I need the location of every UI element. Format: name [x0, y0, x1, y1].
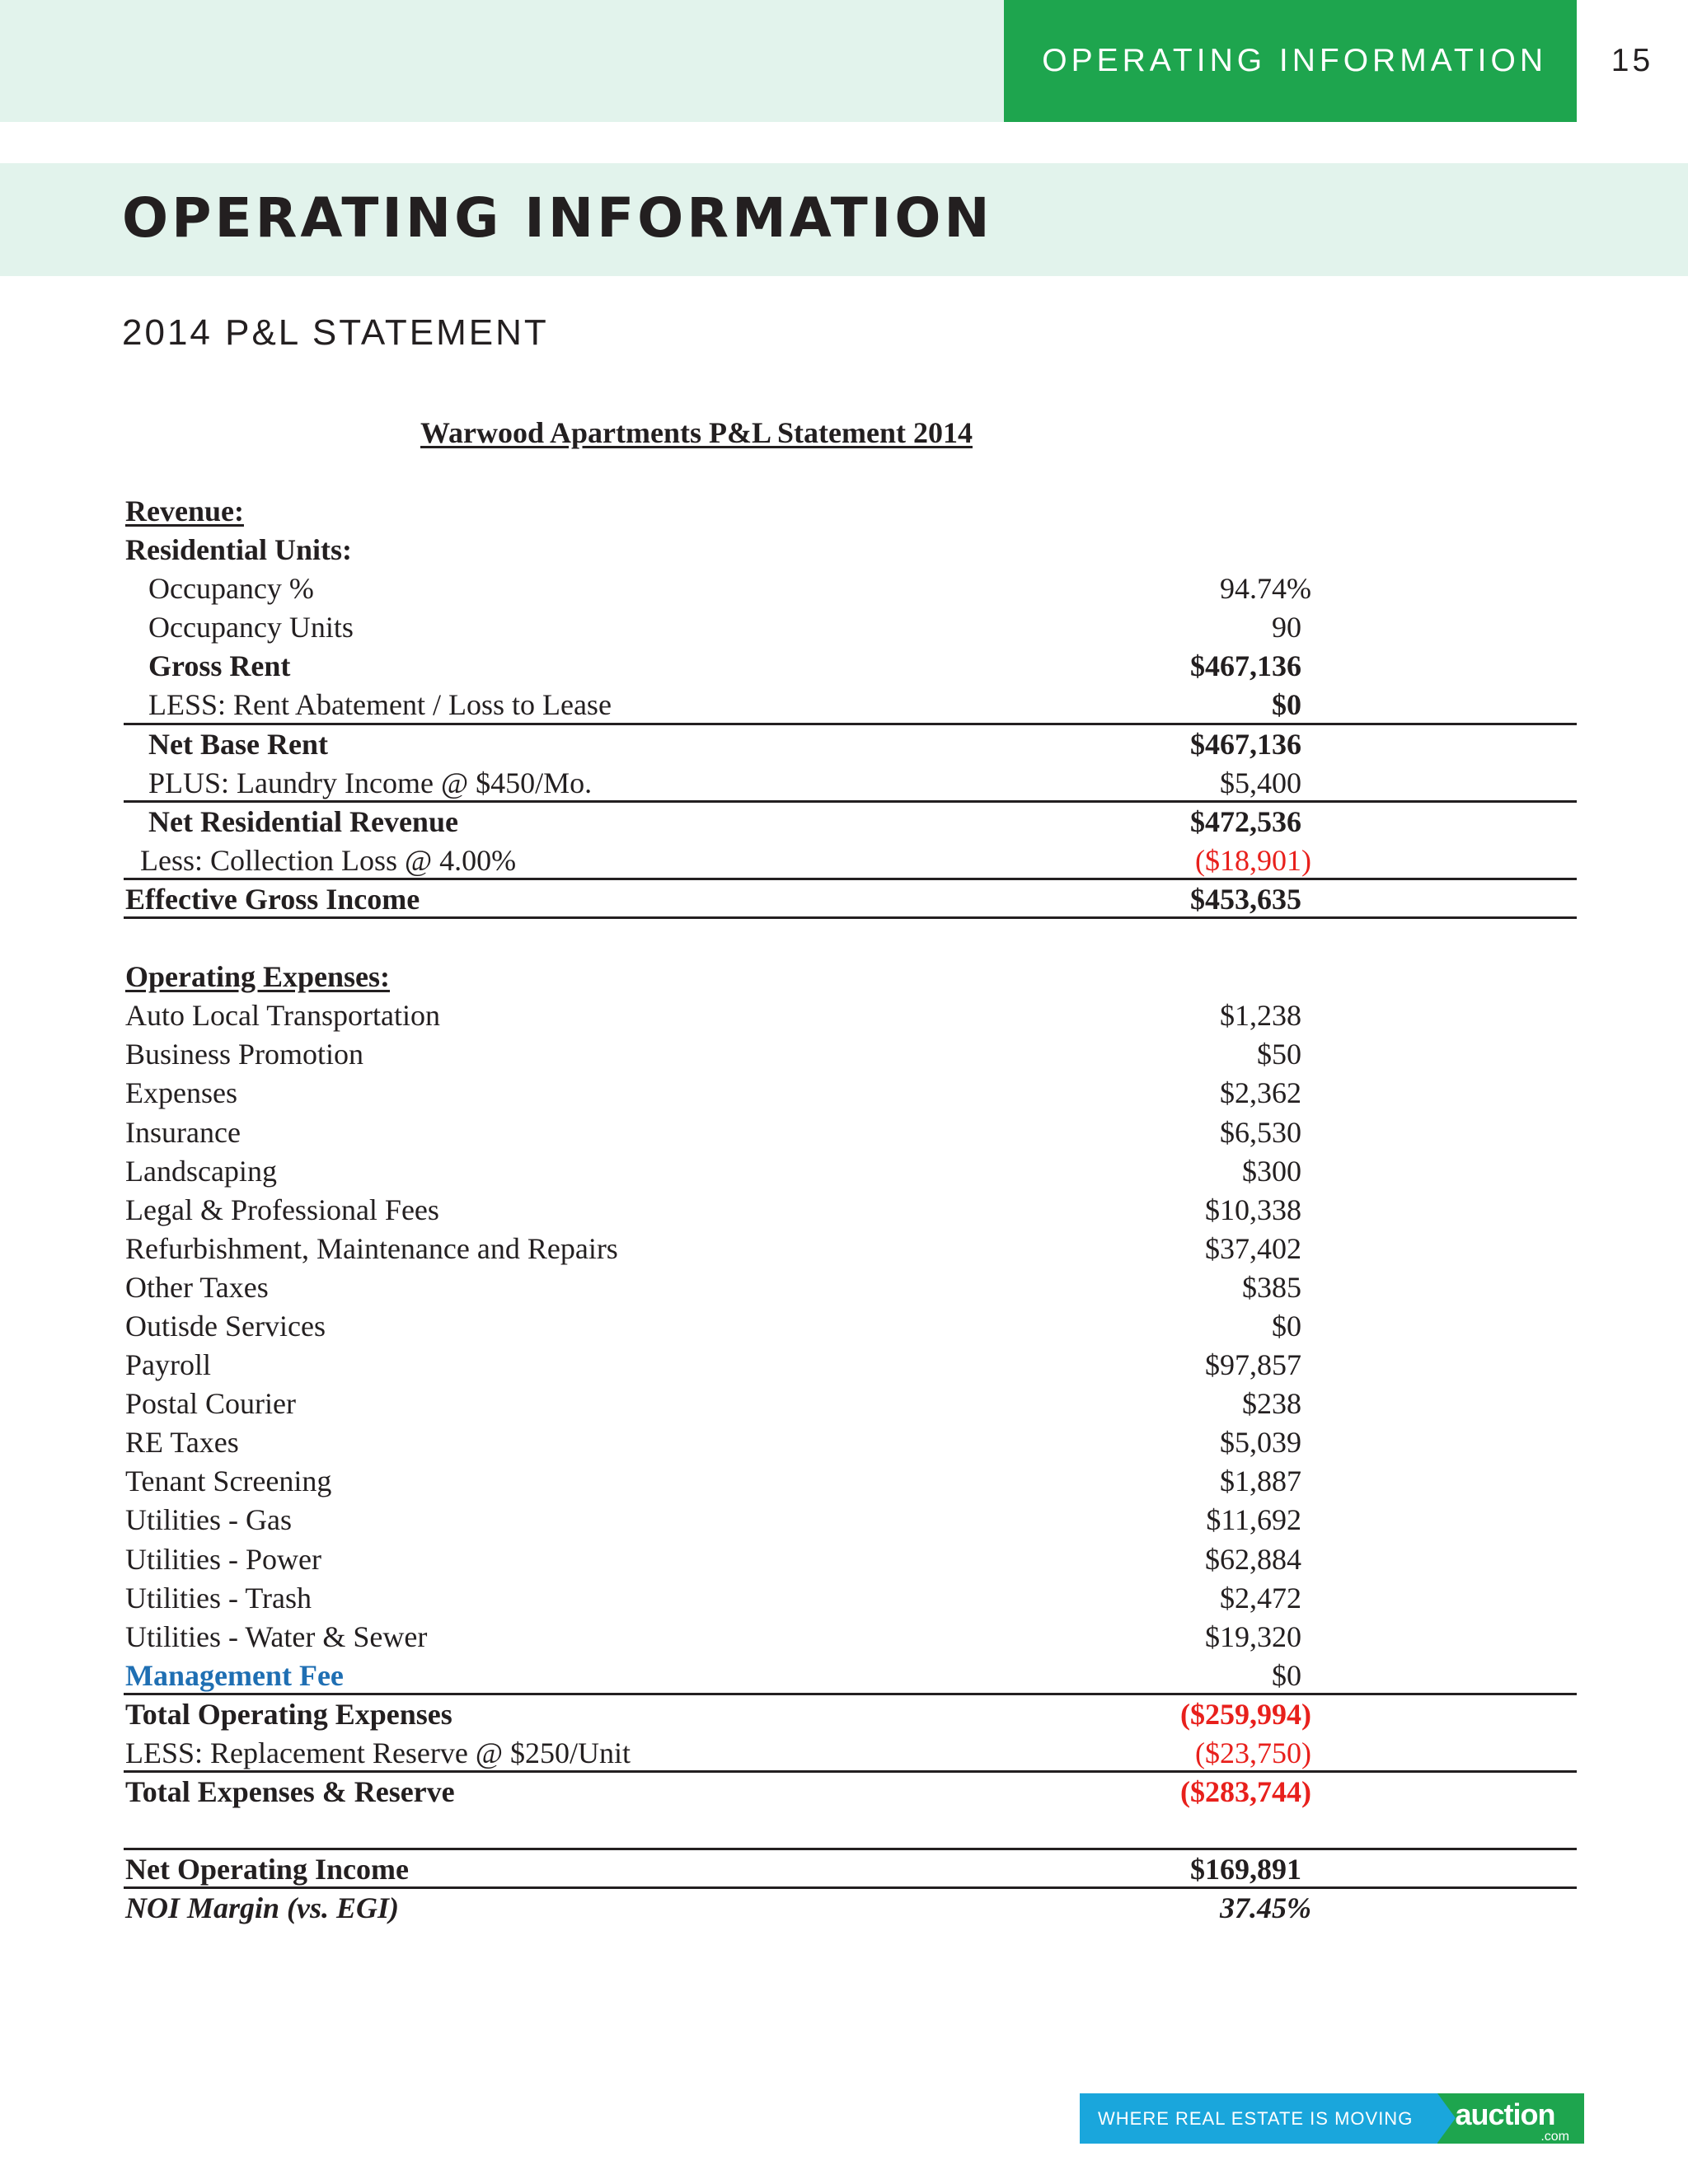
auction-logo — [1437, 2093, 1584, 2144]
row-label: Net Operating Income — [125, 1853, 409, 1886]
row-label: Revenue: — [125, 494, 244, 527]
footer-tagline-box — [1080, 2093, 1437, 2144]
row-label: Management Fee — [125, 1658, 344, 1692]
total-expenses-reserve-row — [124, 1773, 1577, 1811]
expense-row — [124, 1385, 1577, 1423]
row-value: $5,400 — [1220, 766, 1301, 799]
row-label: RE Taxes — [125, 1426, 239, 1460]
statement-title: Warwood Apartments P&L Statement 2014 — [420, 416, 973, 449]
collection-loss-row — [124, 841, 1577, 880]
row-value: $11,692 — [1206, 1503, 1301, 1537]
row-label: LESS: Rent Abatement / Loss to Lease — [148, 688, 612, 722]
spacer — [124, 1811, 1577, 1850]
expense-row — [124, 1230, 1577, 1268]
row-value: $467,136 — [1190, 727, 1301, 761]
row-value: $300 — [1242, 1154, 1301, 1188]
row-value: $0 — [1272, 1309, 1301, 1343]
total-operating-expenses-row — [124, 1695, 1577, 1734]
row-value: $37,402 — [1205, 1231, 1301, 1265]
row-value: $97,857 — [1205, 1348, 1301, 1382]
row-value: $2,472 — [1220, 1581, 1301, 1615]
row-value: $0 — [1272, 1658, 1301, 1692]
row-label: Expenses — [125, 1076, 237, 1110]
rent-abatement-row — [124, 686, 1577, 724]
occupancy-pct-row — [124, 569, 1577, 608]
row-label: Residential Units: — [125, 533, 353, 567]
row-label: Tenant Screening — [125, 1465, 332, 1498]
occupancy-units-row — [124, 608, 1577, 647]
row-label: Utilities - Water & Sewer — [125, 1619, 428, 1653]
net-operating-income-row — [124, 1850, 1577, 1889]
row-label: Utilities - Gas — [125, 1503, 292, 1537]
expense-row — [124, 1346, 1577, 1385]
row-label: Effective Gross Income — [125, 882, 420, 916]
expense-row — [124, 1074, 1577, 1113]
page-number: 15 — [1611, 43, 1654, 78]
footer-tagline: WHERE REAL ESTATE IS MOVING — [1098, 2107, 1414, 2129]
gross-rent-row — [124, 647, 1577, 686]
row-label: Net Base Rent — [148, 727, 328, 761]
row-label: Less: Collection Loss @ 4.00% — [140, 843, 517, 877]
expense-row — [124, 1501, 1577, 1540]
row-value: ($18,901) — [1195, 843, 1311, 877]
expense-row — [124, 1423, 1577, 1462]
row-label: Gross Rent — [148, 649, 291, 683]
row-label: Refurbishment, Maintenance and Repairs — [125, 1231, 618, 1265]
row-value: $10,338 — [1205, 1193, 1301, 1226]
row-value: $5,039 — [1220, 1426, 1301, 1460]
row-value: $50 — [1257, 1038, 1301, 1071]
row-value: 90 — [1272, 611, 1301, 644]
row-value: $62,884 — [1205, 1542, 1301, 1576]
expense-list — [124, 996, 1577, 1657]
effective-gross-income-row — [124, 880, 1577, 919]
row-value: $467,136 — [1190, 649, 1301, 683]
row-label: Auto Local Transportation — [125, 999, 440, 1033]
row-value: ($23,750) — [1195, 1736, 1311, 1769]
row-value: $0 — [1272, 688, 1301, 722]
row-label: PLUS: Laundry Income @ $450/Mo. — [148, 766, 593, 799]
row-label: NOI Margin (vs. EGI) — [125, 1891, 400, 1925]
row-label: Postal Courier — [125, 1387, 296, 1421]
expense-row — [124, 1035, 1577, 1074]
expense-row — [124, 1113, 1577, 1152]
management-fee-row — [124, 1657, 1577, 1695]
row-value: $6,530 — [1220, 1115, 1301, 1149]
row-value: 94.74% — [1220, 572, 1311, 606]
expense-row — [124, 1579, 1577, 1618]
row-value: $19,320 — [1205, 1619, 1301, 1653]
expense-row — [124, 1462, 1577, 1501]
row-label: Total Expenses & Reserve — [125, 1775, 455, 1809]
row-value: $169,891 — [1190, 1853, 1301, 1886]
section-tab — [1004, 0, 1577, 122]
row-value: $1,887 — [1220, 1465, 1301, 1498]
row-label: Insurance — [125, 1115, 241, 1149]
row-value: $238 — [1242, 1387, 1301, 1421]
spacer — [124, 919, 1577, 958]
row-label: Business Promotion — [125, 1038, 364, 1071]
row-value: $385 — [1242, 1270, 1301, 1304]
residential-units-heading — [124, 531, 1577, 569]
operating-expenses-heading — [124, 958, 1577, 996]
row-value: $2,362 — [1220, 1076, 1301, 1110]
row-label: Net Residential Revenue — [148, 804, 458, 838]
logo-suffix: .com — [1540, 2130, 1569, 2144]
row-label: Operating Expenses: — [125, 960, 391, 994]
row-value: $453,635 — [1190, 882, 1301, 916]
noi-margin-row — [124, 1889, 1577, 1928]
pl-statement-table — [124, 492, 1577, 1928]
row-label: Occupancy Units — [148, 611, 354, 644]
row-label: Total Operating Expenses — [125, 1697, 452, 1731]
row-label: Occupancy % — [148, 572, 314, 606]
expense-row — [124, 1618, 1577, 1657]
replacement-reserve-row — [124, 1734, 1577, 1773]
footer-brand — [1080, 2093, 1584, 2144]
row-value: ($283,744) — [1180, 1775, 1311, 1809]
section-tab-label: OPERATING INFORMATION — [1042, 43, 1547, 78]
row-value: $1,238 — [1220, 999, 1301, 1033]
expense-row — [124, 1152, 1577, 1191]
header-divider — [0, 122, 1688, 163]
row-label: Other Taxes — [125, 1270, 269, 1304]
row-value: ($259,994) — [1180, 1697, 1311, 1731]
expense-row — [124, 1268, 1577, 1307]
laundry-income-row — [124, 764, 1577, 803]
row-label: Payroll — [125, 1348, 211, 1382]
row-label: Outisde Services — [125, 1309, 326, 1343]
page-title: OPERATING INFORMATION — [122, 186, 993, 250]
page-subtitle: 2014 P&L STATEMENT — [122, 312, 549, 353]
net-residential-revenue-row — [124, 803, 1577, 841]
row-label: Utilities - Power — [125, 1542, 321, 1576]
page-number-box — [1577, 0, 1688, 122]
expense-row — [124, 1540, 1577, 1579]
expense-row — [124, 1191, 1577, 1230]
row-label: LESS: Replacement Reserve @ $250/Unit — [125, 1736, 631, 1769]
row-label: Landscaping — [125, 1154, 277, 1188]
logo-wordmark: auction — [1455, 2097, 1555, 2131]
expense-row — [124, 996, 1577, 1035]
row-label: Legal & Professional Fees — [125, 1193, 439, 1226]
row-label: Utilities - Trash — [125, 1581, 312, 1615]
revenue-heading — [124, 492, 1577, 531]
expense-row — [124, 1307, 1577, 1346]
net-base-rent-row — [124, 725, 1577, 764]
row-value: 37.45% — [1220, 1891, 1311, 1925]
row-value: $472,536 — [1190, 804, 1301, 838]
